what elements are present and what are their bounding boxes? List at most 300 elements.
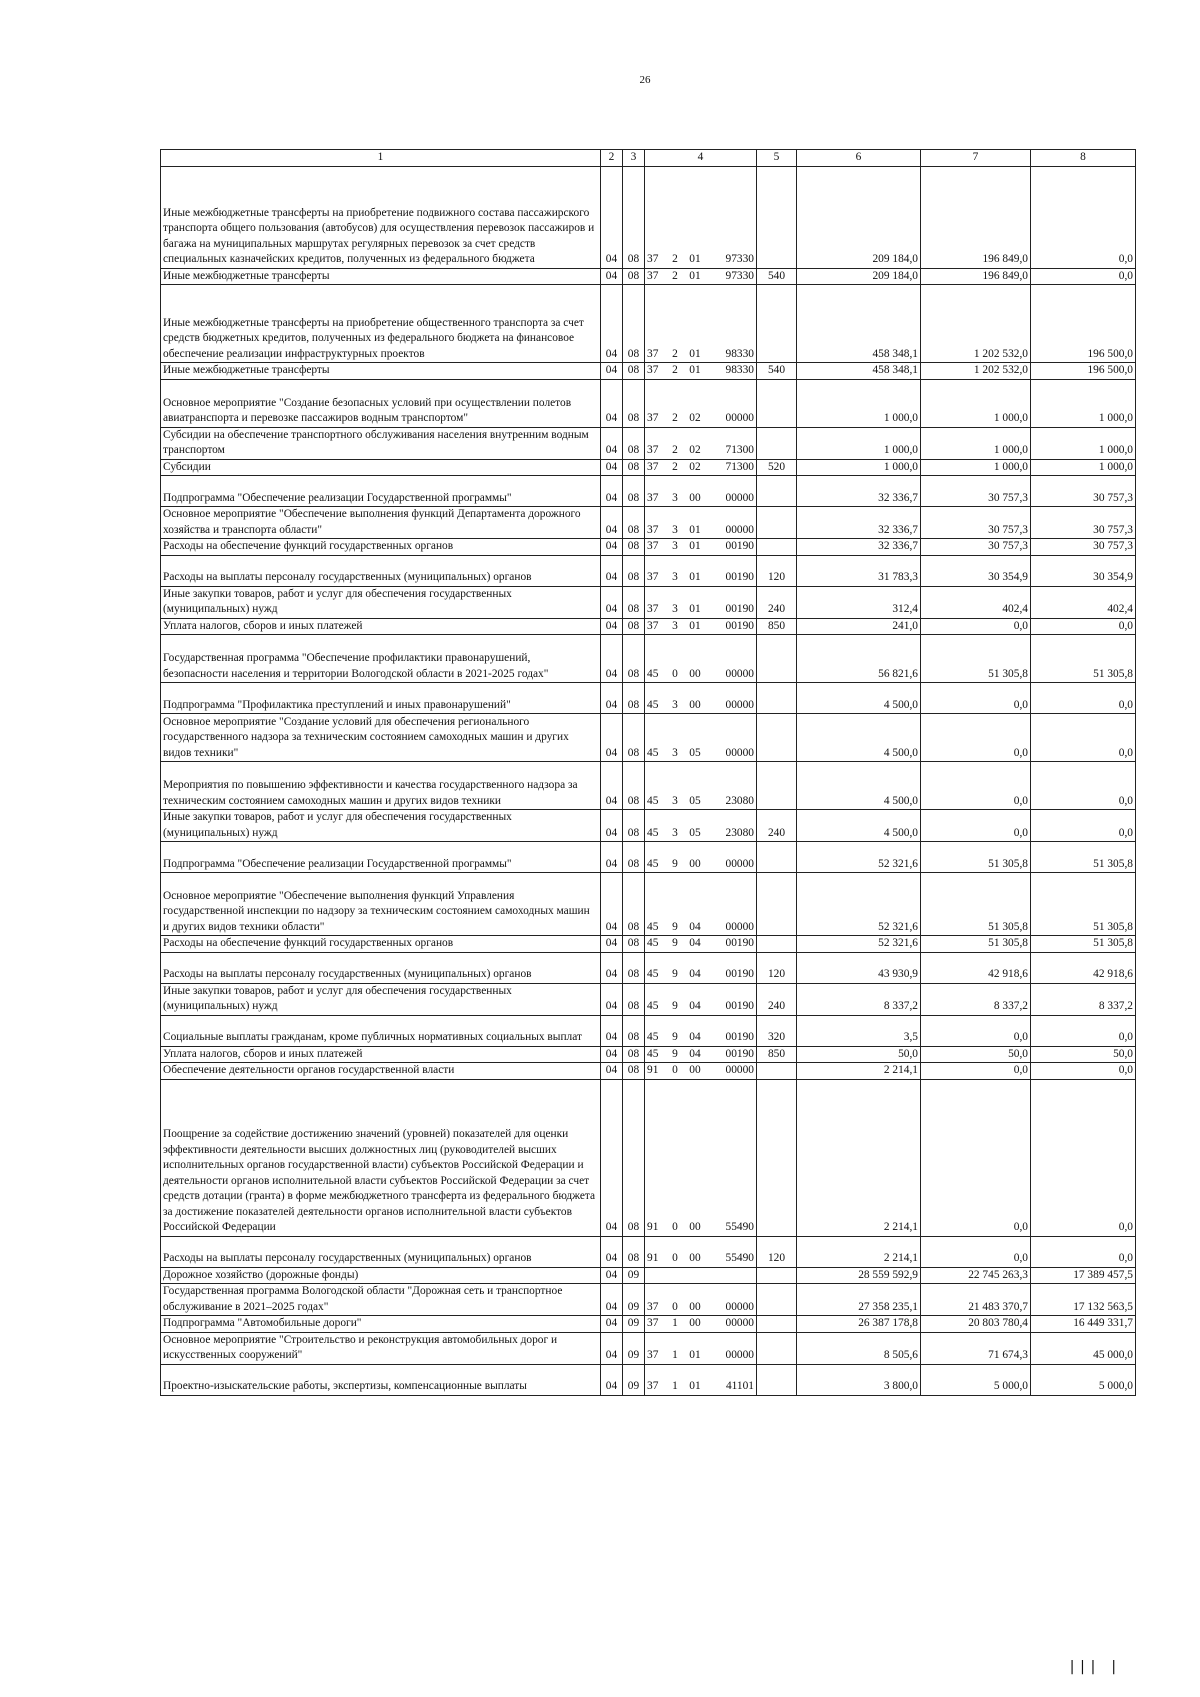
row-name: Основное мероприятие "Создание безопасных условий при осуществлении полетов авиатранспорта и перевозке пассажиров водным транспортом" — [161, 379, 601, 427]
target-article-part: 02 — [689, 412, 701, 424]
row-amount-year2: 196 849,0 — [921, 268, 1031, 285]
table-row — [161, 427, 1136, 459]
row-amount-year2: 196 849,0 — [921, 166, 1031, 268]
target-article-part: 97330 — [725, 253, 754, 265]
row-name: Мероприятия по повышению эффективности и качества государственного надзора за техническим состоянием самоходных машин и других видов техники — [161, 762, 601, 810]
target-article-code — [647, 857, 754, 873]
table-row — [161, 683, 1136, 714]
target-article-part: 00190 — [725, 540, 754, 552]
row-subsection: 09 — [623, 1267, 645, 1284]
target-article-code — [647, 967, 754, 983]
row-amount-year2: 0,0 — [921, 618, 1031, 635]
target-article-part: 45 — [647, 826, 659, 839]
row-section: 04 — [601, 427, 623, 459]
target-article-part: 0 — [672, 667, 678, 680]
row-section: 04 — [601, 1316, 623, 1333]
row-section: 04 — [601, 842, 623, 873]
row-expense-type — [757, 379, 797, 427]
row-subsection: 09 — [623, 1316, 645, 1333]
target-article-part: 00 — [689, 857, 701, 870]
row-amount-year1: 2 214,1 — [797, 1236, 921, 1267]
target-article-part: 37 — [647, 412, 659, 424]
target-article-part: 00190 — [725, 603, 754, 615]
target-article-part: 37 — [647, 269, 659, 282]
row-amount-year1: 4 500,0 — [797, 683, 921, 714]
row-expense-type: 120 — [757, 952, 797, 983]
target-article-part: 91 — [647, 1221, 659, 1233]
row-amount-year1: 27 358 235,1 — [797, 1284, 921, 1316]
target-article-part: 1 — [672, 1380, 678, 1392]
target-article-code — [647, 460, 754, 476]
row-amount-year1: 209 184,0 — [797, 268, 921, 285]
target-article-code — [647, 936, 754, 952]
row-name: Подпрограмма "Обеспечение реализации Государственной программы" — [161, 842, 601, 873]
row-name: Дорожное хозяйство (дорожные фонды) — [161, 1267, 601, 1284]
row-amount-year2: 30 354,9 — [921, 555, 1031, 586]
row-target-article — [645, 810, 757, 842]
row-subsection: 08 — [623, 1015, 645, 1046]
table-row — [161, 459, 1136, 476]
table-row — [161, 1267, 1136, 1284]
table-row — [161, 1046, 1136, 1063]
target-article-part: 02 — [689, 460, 701, 473]
row-target-article — [645, 635, 757, 683]
row-section: 04 — [601, 507, 623, 539]
row-amount-year1: 3,5 — [797, 1015, 921, 1046]
row-section: 04 — [601, 618, 623, 635]
scan-marks: ||| | — [1067, 1659, 1120, 1675]
target-article-part: 00190 — [725, 571, 754, 583]
row-name: Иные закупки товаров, работ и услуг для обеспечения государственных (муниципальных) нужд — [161, 983, 601, 1015]
row-subsection: 08 — [623, 285, 645, 363]
target-article-code — [647, 602, 754, 618]
table-row — [161, 539, 1136, 556]
table-row — [161, 983, 1136, 1015]
table-row — [161, 1079, 1136, 1236]
target-article-part: 41101 — [725, 1380, 754, 1392]
target-article-part: 04 — [689, 937, 701, 949]
header-col-4: 4 — [645, 150, 757, 167]
target-article-code — [647, 491, 754, 507]
target-article-part: 45 — [647, 1000, 659, 1012]
target-article-part: 01 — [689, 523, 701, 536]
row-amount-year1: 52 321,6 — [797, 842, 921, 873]
row-amount-year3: 30 757,3 — [1031, 476, 1136, 507]
row-amount-year1: 32 336,7 — [797, 539, 921, 556]
target-article-part: 01 — [689, 1380, 701, 1392]
row-subsection: 08 — [623, 842, 645, 873]
row-amount-year2: 0,0 — [921, 1079, 1031, 1236]
table-row — [161, 166, 1136, 268]
target-article-part: 3 — [672, 571, 678, 583]
target-article-code — [647, 252, 754, 268]
target-article-part: 01 — [689, 269, 701, 282]
row-amount-year1: 241,0 — [797, 618, 921, 635]
table-row — [161, 936, 1136, 953]
target-article-part: 04 — [689, 1047, 701, 1060]
row-subsection: 08 — [623, 507, 645, 539]
row-section: 04 — [601, 1015, 623, 1046]
row-amount-year2: 71 674,3 — [921, 1332, 1031, 1364]
target-article-part: 00 — [689, 1300, 701, 1313]
row-amount-year1: 1 000,0 — [797, 379, 921, 427]
row-name: Проектно-изыскательские работы, экспертизы, компенсационные выплаты — [161, 1364, 601, 1395]
row-name: Поощрение за содействие достижению значений (уровней) показателей для оценки эффективности деятельности высших должностных лиц (руководителей высших исполнительных органов государственной власти) субъектов Российской Федерации и деятельности органов исполнительной власти субъектов Российской Федерации за счет средств дотации (гранта) в форме межбюджетного трансферта из федерального бюджета за достижение показателей деятельности органов исполнительной власти субъектов Российской Федерации — [161, 1079, 601, 1236]
row-subsection: 08 — [623, 459, 645, 476]
target-article-code — [647, 539, 754, 555]
row-section: 04 — [601, 555, 623, 586]
row-expense-type: 850 — [757, 1046, 797, 1063]
target-article-code — [647, 570, 754, 586]
row-name: Уплата налогов, сборов и иных платежей — [161, 618, 601, 635]
row-amount-year1: 50,0 — [797, 1046, 921, 1063]
target-article-code — [647, 1220, 754, 1236]
target-article-part: 45 — [647, 1031, 659, 1043]
target-article-code — [647, 443, 754, 459]
row-subsection: 08 — [623, 476, 645, 507]
row-section: 04 — [601, 539, 623, 556]
row-subsection: 08 — [623, 1236, 645, 1267]
target-article-part: 45 — [647, 1047, 659, 1060]
target-article-part: 98330 — [725, 347, 754, 360]
row-expense-type — [757, 762, 797, 810]
row-section: 04 — [601, 952, 623, 983]
target-article-part: 00000 — [725, 920, 754, 933]
row-amount-year3: 196 500,0 — [1031, 285, 1136, 363]
row-expense-type — [757, 1332, 797, 1364]
target-article-part: 3 — [672, 619, 678, 632]
target-article-part: 45 — [647, 968, 659, 980]
row-name: Государственная программа "Обеспечение профилактики правонарушений, безопасности населения и территории Вологодской области в 2021-2025 годах" — [161, 635, 601, 683]
target-article-part: 00000 — [725, 523, 754, 536]
row-expense-type: 540 — [757, 363, 797, 380]
target-article-part: 9 — [672, 968, 678, 980]
target-article-part: 0 — [672, 1252, 678, 1264]
row-amount-year1: 458 348,1 — [797, 363, 921, 380]
target-article-part: 23080 — [725, 794, 754, 807]
target-article-part: 37 — [647, 523, 659, 536]
row-subsection: 08 — [623, 1063, 645, 1080]
table-row — [161, 507, 1136, 539]
target-article-part: 45 — [647, 857, 659, 870]
row-target-article — [645, 1284, 757, 1316]
row-target-article — [645, 873, 757, 936]
target-article-part: 01 — [689, 347, 701, 360]
target-article-part: 45 — [647, 698, 659, 711]
row-amount-year3: 51 305,8 — [1031, 873, 1136, 936]
target-article-part: 37 — [647, 1380, 659, 1392]
target-article-part: 00190 — [725, 968, 754, 980]
table-row — [161, 635, 1136, 683]
target-article-code — [647, 826, 754, 842]
row-subsection: 08 — [623, 555, 645, 586]
table-row — [161, 268, 1136, 285]
row-expense-type: 240 — [757, 810, 797, 842]
target-article-part: 37 — [647, 619, 659, 632]
row-section: 04 — [601, 1236, 623, 1267]
row-amount-year3: 0,0 — [1031, 166, 1136, 268]
target-article-part: 45 — [647, 937, 659, 949]
target-article-part: 01 — [689, 540, 701, 552]
row-section: 04 — [601, 459, 623, 476]
target-article-code — [647, 347, 754, 363]
row-section: 04 — [601, 635, 623, 683]
row-target-article — [645, 476, 757, 507]
row-target-article — [645, 1236, 757, 1267]
target-article-part: 01 — [689, 619, 701, 632]
target-article-part: 00190 — [725, 1000, 754, 1012]
row-expense-type — [757, 166, 797, 268]
row-amount-year2: 0,0 — [921, 810, 1031, 842]
target-article-part: 37 — [647, 540, 659, 552]
row-amount-year2: 0,0 — [921, 683, 1031, 714]
target-article-part: 00 — [689, 1317, 701, 1329]
table-row — [161, 618, 1136, 635]
row-amount-year3: 8 337,2 — [1031, 983, 1136, 1015]
target-article-part: 23080 — [725, 826, 754, 839]
row-subsection: 08 — [623, 379, 645, 427]
target-article-code — [647, 667, 754, 683]
row-name: Подпрограмма "Обеспечение реализации Государственной программы" — [161, 476, 601, 507]
row-expense-type — [757, 1316, 797, 1333]
row-section: 04 — [601, 762, 623, 810]
row-name: Иные межбюджетные трансферты — [161, 268, 601, 285]
row-section: 04 — [601, 586, 623, 618]
target-article-part: 3 — [672, 603, 678, 615]
target-article-part: 45 — [647, 920, 659, 933]
target-article-part: 00000 — [725, 857, 754, 870]
page-number: 26 — [639, 74, 651, 86]
row-name: Расходы на обеспечение функций государственных органов — [161, 936, 601, 953]
target-article-part: 2 — [672, 412, 678, 424]
row-amount-year2: 1 202 532,0 — [921, 363, 1031, 380]
column-number-header — [161, 150, 1136, 167]
row-amount-year2: 51 305,8 — [921, 635, 1031, 683]
target-article-part: 3 — [672, 746, 678, 759]
row-amount-year3: 42 918,6 — [1031, 952, 1136, 983]
target-article-part: 3 — [672, 540, 678, 552]
row-section: 04 — [601, 683, 623, 714]
target-article-code — [647, 698, 754, 714]
row-amount-year3: 17 389 457,5 — [1031, 1267, 1136, 1284]
row-target-article — [645, 714, 757, 762]
target-article-part: 00 — [689, 1221, 701, 1233]
row-target-article — [645, 1332, 757, 1364]
row-amount-year2: 0,0 — [921, 714, 1031, 762]
row-target-article — [645, 683, 757, 714]
row-amount-year3: 196 500,0 — [1031, 363, 1136, 380]
target-article-part: 2 — [672, 269, 678, 282]
row-section: 04 — [601, 1267, 623, 1284]
row-name: Субсидии — [161, 459, 601, 476]
row-amount-year1: 32 336,7 — [797, 476, 921, 507]
target-article-part: 9 — [672, 1031, 678, 1043]
target-article-part: 91 — [647, 1064, 659, 1076]
row-amount-year3: 51 305,8 — [1031, 936, 1136, 953]
row-name: Иные межбюджетные трансферты на приобретение подвижного состава пассажирского транспорта общего пользования (автобусов) для осуществления перевозок пассажиров и багажа на муниципальных маршрутах регулярных перевозок за счет средств специальных казначейских кредитов, полученных из федерального бюджета — [161, 166, 601, 268]
row-amount-year3: 402,4 — [1031, 586, 1136, 618]
row-expense-type: 120 — [757, 1236, 797, 1267]
row-amount-year1: 56 821,6 — [797, 635, 921, 683]
target-article-part: 37 — [647, 253, 659, 265]
header-col-2: 2 — [601, 150, 623, 167]
row-target-article — [645, 363, 757, 380]
target-article-part: 2 — [672, 444, 678, 456]
row-expense-type — [757, 842, 797, 873]
row-amount-year2: 1 000,0 — [921, 459, 1031, 476]
target-article-part: 3 — [672, 826, 678, 839]
budget-table-container — [160, 149, 1136, 1396]
row-amount-year3: 0,0 — [1031, 810, 1136, 842]
target-article-part: 00190 — [725, 619, 754, 632]
budget-table — [160, 149, 1136, 1396]
table-row — [161, 379, 1136, 427]
row-name: Основное мероприятие "Обеспечение выполнения функций Управления государственной инспекции по надзору за техническим состоянием самоходных машин и других видов техники области" — [161, 873, 601, 936]
row-expense-type — [757, 539, 797, 556]
row-name: Расходы на обеспечение функций государственных органов — [161, 539, 601, 556]
target-article-part: 37 — [647, 571, 659, 583]
target-article-part: 1 — [672, 1317, 678, 1329]
target-article-part: 01 — [689, 1349, 701, 1361]
target-article-part: 9 — [672, 920, 678, 933]
row-target-article — [645, 586, 757, 618]
target-article-part: 00000 — [725, 1349, 754, 1361]
target-article-part: 00000 — [725, 667, 754, 680]
row-target-article — [645, 1364, 757, 1395]
target-article-part: 98330 — [725, 364, 754, 376]
row-section: 04 — [601, 166, 623, 268]
target-article-part: 3 — [672, 523, 678, 536]
target-article-part: 37 — [647, 1349, 659, 1361]
target-article-part: 00 — [689, 667, 701, 680]
row-section: 04 — [601, 1364, 623, 1395]
row-subsection: 09 — [623, 1284, 645, 1316]
row-subsection: 08 — [623, 268, 645, 285]
target-article-code — [647, 1251, 754, 1267]
target-article-code — [647, 1348, 754, 1364]
row-target-article — [645, 379, 757, 427]
row-expense-type — [757, 1284, 797, 1316]
row-amount-year3: 50,0 — [1031, 1046, 1136, 1063]
row-amount-year2: 8 337,2 — [921, 983, 1031, 1015]
row-amount-year3: 0,0 — [1031, 683, 1136, 714]
row-subsection: 09 — [623, 1332, 645, 1364]
row-amount-year3: 0,0 — [1031, 762, 1136, 810]
row-amount-year1: 4 500,0 — [797, 714, 921, 762]
target-article-code — [647, 269, 754, 285]
row-subsection: 08 — [623, 586, 645, 618]
target-article-part: 45 — [647, 667, 659, 680]
target-article-part: 04 — [689, 1000, 701, 1012]
row-amount-year1: 2 214,1 — [797, 1079, 921, 1236]
row-amount-year1: 1 000,0 — [797, 427, 921, 459]
target-article-part: 00000 — [725, 412, 754, 424]
target-article-part: 2 — [672, 364, 678, 376]
row-amount-year1: 8 505,6 — [797, 1332, 921, 1364]
target-article-part: 37 — [647, 491, 659, 504]
target-article-part: 00000 — [725, 491, 754, 504]
row-name: Подпрограмма "Автомобильные дороги" — [161, 1316, 601, 1333]
target-article-part: 00190 — [725, 937, 754, 949]
row-target-article — [645, 268, 757, 285]
target-article-part: 91 — [647, 1252, 659, 1264]
row-expense-type — [757, 1063, 797, 1080]
row-section: 04 — [601, 1063, 623, 1080]
table-row — [161, 842, 1136, 873]
target-article-part: 01 — [689, 571, 701, 583]
target-article-part: 01 — [689, 364, 701, 376]
row-target-article — [645, 1063, 757, 1080]
row-target-article — [645, 936, 757, 953]
row-name: Иные закупки товаров, работ и услуг для обеспечения государственных (муниципальных) нужд — [161, 586, 601, 618]
target-article-code — [647, 1063, 754, 1079]
row-amount-year3: 1 000,0 — [1031, 427, 1136, 459]
header-col-6: 6 — [797, 150, 921, 167]
target-article-part: 37 — [647, 364, 659, 376]
row-expense-type: 520 — [757, 459, 797, 476]
target-article-part: 01 — [689, 253, 701, 265]
row-amount-year1: 1 000,0 — [797, 459, 921, 476]
row-amount-year1: 2 214,1 — [797, 1063, 921, 1080]
table-row — [161, 285, 1136, 363]
row-target-article — [645, 952, 757, 983]
row-expense-type: 540 — [757, 268, 797, 285]
row-amount-year2: 5 000,0 — [921, 1364, 1031, 1395]
row-amount-year3: 45 000,0 — [1031, 1332, 1136, 1364]
target-article-part: 0 — [672, 1221, 678, 1233]
target-article-part: 97330 — [725, 269, 754, 282]
row-expense-type — [757, 507, 797, 539]
table-row — [161, 810, 1136, 842]
target-article-part: 00 — [689, 1064, 701, 1076]
row-expense-type — [757, 683, 797, 714]
row-amount-year1: 3 800,0 — [797, 1364, 921, 1395]
target-article-part: 00 — [689, 1252, 701, 1264]
table-row — [161, 586, 1136, 618]
row-amount-year2: 0,0 — [921, 762, 1031, 810]
row-target-article — [645, 1079, 757, 1236]
row-amount-year1: 43 930,9 — [797, 952, 921, 983]
row-expense-type — [757, 1267, 797, 1284]
row-section: 04 — [601, 285, 623, 363]
row-subsection: 08 — [623, 363, 645, 380]
row-name: Основное мероприятие "Строительство и реконструкция автомобильных дорог и искусственных сооружений" — [161, 1332, 601, 1364]
target-article-part: 05 — [689, 794, 701, 807]
row-amount-year3: 0,0 — [1031, 268, 1136, 285]
row-amount-year2: 1 202 532,0 — [921, 285, 1031, 363]
target-article-part: 02 — [689, 444, 701, 456]
row-name: Иные межбюджетные трансферты — [161, 363, 601, 380]
row-amount-year3: 1 000,0 — [1031, 459, 1136, 476]
header-col-1: 1 — [161, 150, 601, 167]
row-section: 04 — [601, 268, 623, 285]
row-section: 04 — [601, 1332, 623, 1364]
target-article-part: 3 — [672, 698, 678, 711]
row-name: Государственная программа Вологодской области "Дорожная сеть и транспортное обслуживание в 2021–2025 годах" — [161, 1284, 601, 1316]
row-amount-year3: 16 449 331,7 — [1031, 1316, 1136, 1333]
row-amount-year1: 312,4 — [797, 586, 921, 618]
target-article-part: 2 — [672, 347, 678, 360]
row-amount-year3: 30 757,3 — [1031, 539, 1136, 556]
target-article-part: 00000 — [725, 1064, 754, 1076]
target-article-code — [647, 1030, 754, 1046]
row-subsection: 08 — [623, 683, 645, 714]
table-row — [161, 873, 1136, 936]
target-article-code — [647, 619, 754, 635]
target-article-part: 1 — [672, 1349, 678, 1361]
row-subsection: 08 — [623, 810, 645, 842]
target-article-part: 00000 — [725, 698, 754, 711]
